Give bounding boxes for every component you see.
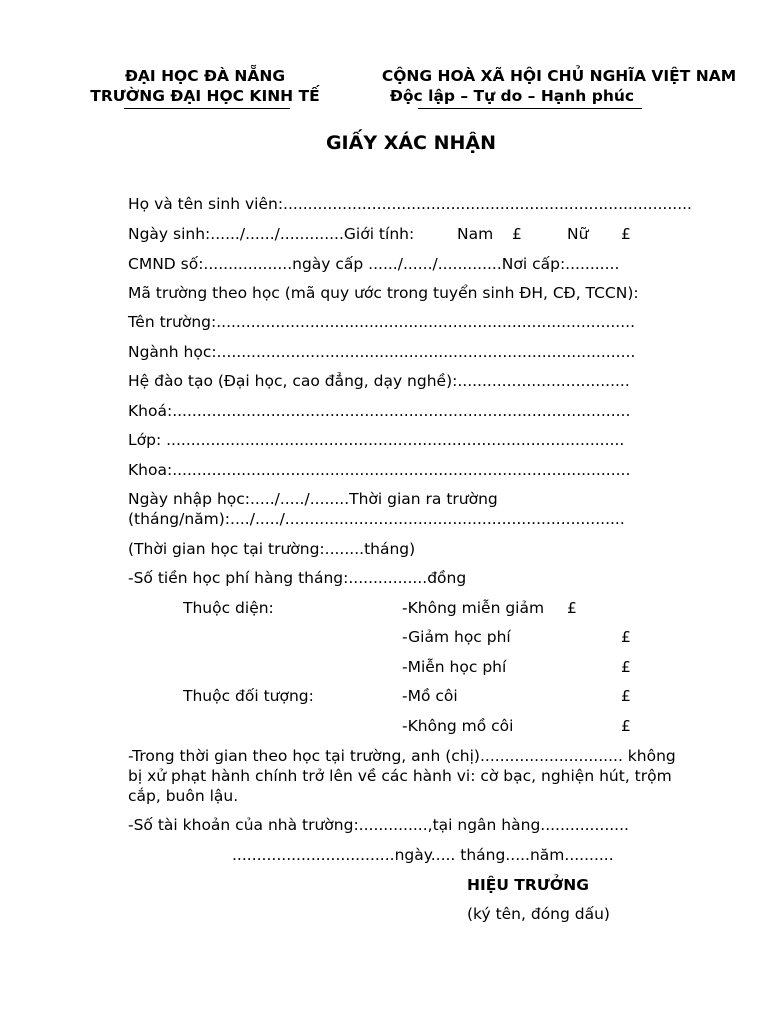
checkbox-mo-coi[interactable]: £: [621, 687, 631, 705]
field-khoa: Khoa:.............................................................................................: [128, 461, 631, 479]
statement-paragraph: -Trong thời gian theo học tại trường, anh (chị)............................. không bị xử phạt hành chính trở lên về các hành vi: cờ bạc, nghiện hút, trộm cắp, buôn lậu.: [128, 747, 676, 805]
thuoc-dien-label: Thuộc diện:: [183, 599, 274, 617]
header-left-line2: TRƯỜNG ĐẠI HỌC KINH TẾ: [90, 87, 320, 105]
field-ho-ten: Họ và tên sinh viên:...................................................................................: [128, 195, 692, 213]
thuoc-doi-tuong-label: Thuộc đối tượng:: [183, 687, 314, 705]
checkbox-khong-mien-giam[interactable]: £: [567, 599, 577, 617]
date-line: .................................ngày..... tháng.....năm..........: [232, 846, 614, 864]
field-so-tai-khoan: -Số tài khoản của nhà trường:..............,tại ngân hàng..................: [128, 816, 629, 834]
option-mo-coi: -Mồ côi: [402, 687, 458, 705]
header-right-line1: CỘNG HOÀ XÃ HỘI CHỦ NGHĨA VIỆT NAM: [381, 67, 737, 85]
field-nganh-hoc: Ngành học:.....................................................................................: [128, 343, 636, 361]
signature-title: HIỆU TRƯỞNG: [467, 876, 590, 894]
field-cmnd: CMND số:..................ngày cấp ....../....../.............Nơi cấp:...........: [128, 255, 620, 273]
checkbox-giam-hoc-phi[interactable]: £: [621, 628, 631, 646]
option-giam-hoc-phi: -Giảm học phí: [402, 628, 511, 646]
option-mien-hoc-phi: -Miễn học phí: [402, 658, 507, 676]
field-ngay-nhap-hoc-line2: (tháng/năm):..../...../.....................................................................: [128, 510, 625, 528]
field-ngay-sinh: Ngày sinh:....../....../.............Giới tính:: [128, 225, 415, 243]
option-khong-mo-coi: -Không mồ côi: [402, 717, 514, 735]
field-lop: Lớp: .............................................................................................: [128, 431, 625, 449]
signature-note: (ký tên, đóng dấu): [467, 905, 610, 923]
checkbox-khong-mo-coi[interactable]: £: [621, 717, 631, 735]
header-left-underline: [124, 108, 290, 109]
field-hoc-phi: -Số tiền học phí hàng tháng:................đồng: [128, 569, 467, 587]
field-thoi-gian-hoc: (Thời gian học tại trường:........tháng): [128, 540, 416, 558]
gender-female-label: Nữ: [567, 225, 589, 243]
option-khong-mien-giam: -Không miễn giảm: [402, 599, 545, 617]
gender-male-checkbox[interactable]: £: [512, 225, 522, 243]
header-left-line1: ĐẠI HỌC ĐÀ NẴNG: [124, 67, 286, 85]
field-khoa-hoc: Khoá:.............................................................................................: [128, 402, 631, 420]
gender-male-label: Nam: [457, 225, 494, 243]
header-right-line2: Độc lập – Tự do – Hạnh phúc: [389, 87, 635, 105]
field-he-dao-tao: Hệ đào tạo (Đại học, cao đẳng, dạy nghề):...................................: [128, 372, 630, 390]
checkbox-mien-hoc-phi[interactable]: £: [621, 658, 631, 676]
header-right-underline: [418, 108, 642, 109]
document-title: GIẤY XÁC NHẬN: [325, 132, 497, 154]
field-ngay-nhap-hoc-line1: Ngày nhập học:...../...../........Thời gian ra trường: [128, 490, 498, 508]
gender-female-checkbox[interactable]: £: [621, 225, 631, 243]
field-ma-truong: Mã trường theo học (mã quy ước trong tuyển sinh ĐH, CĐ, TCCN):: [128, 284, 639, 302]
field-ten-truong: Tên trường:.....................................................................................: [128, 313, 636, 331]
